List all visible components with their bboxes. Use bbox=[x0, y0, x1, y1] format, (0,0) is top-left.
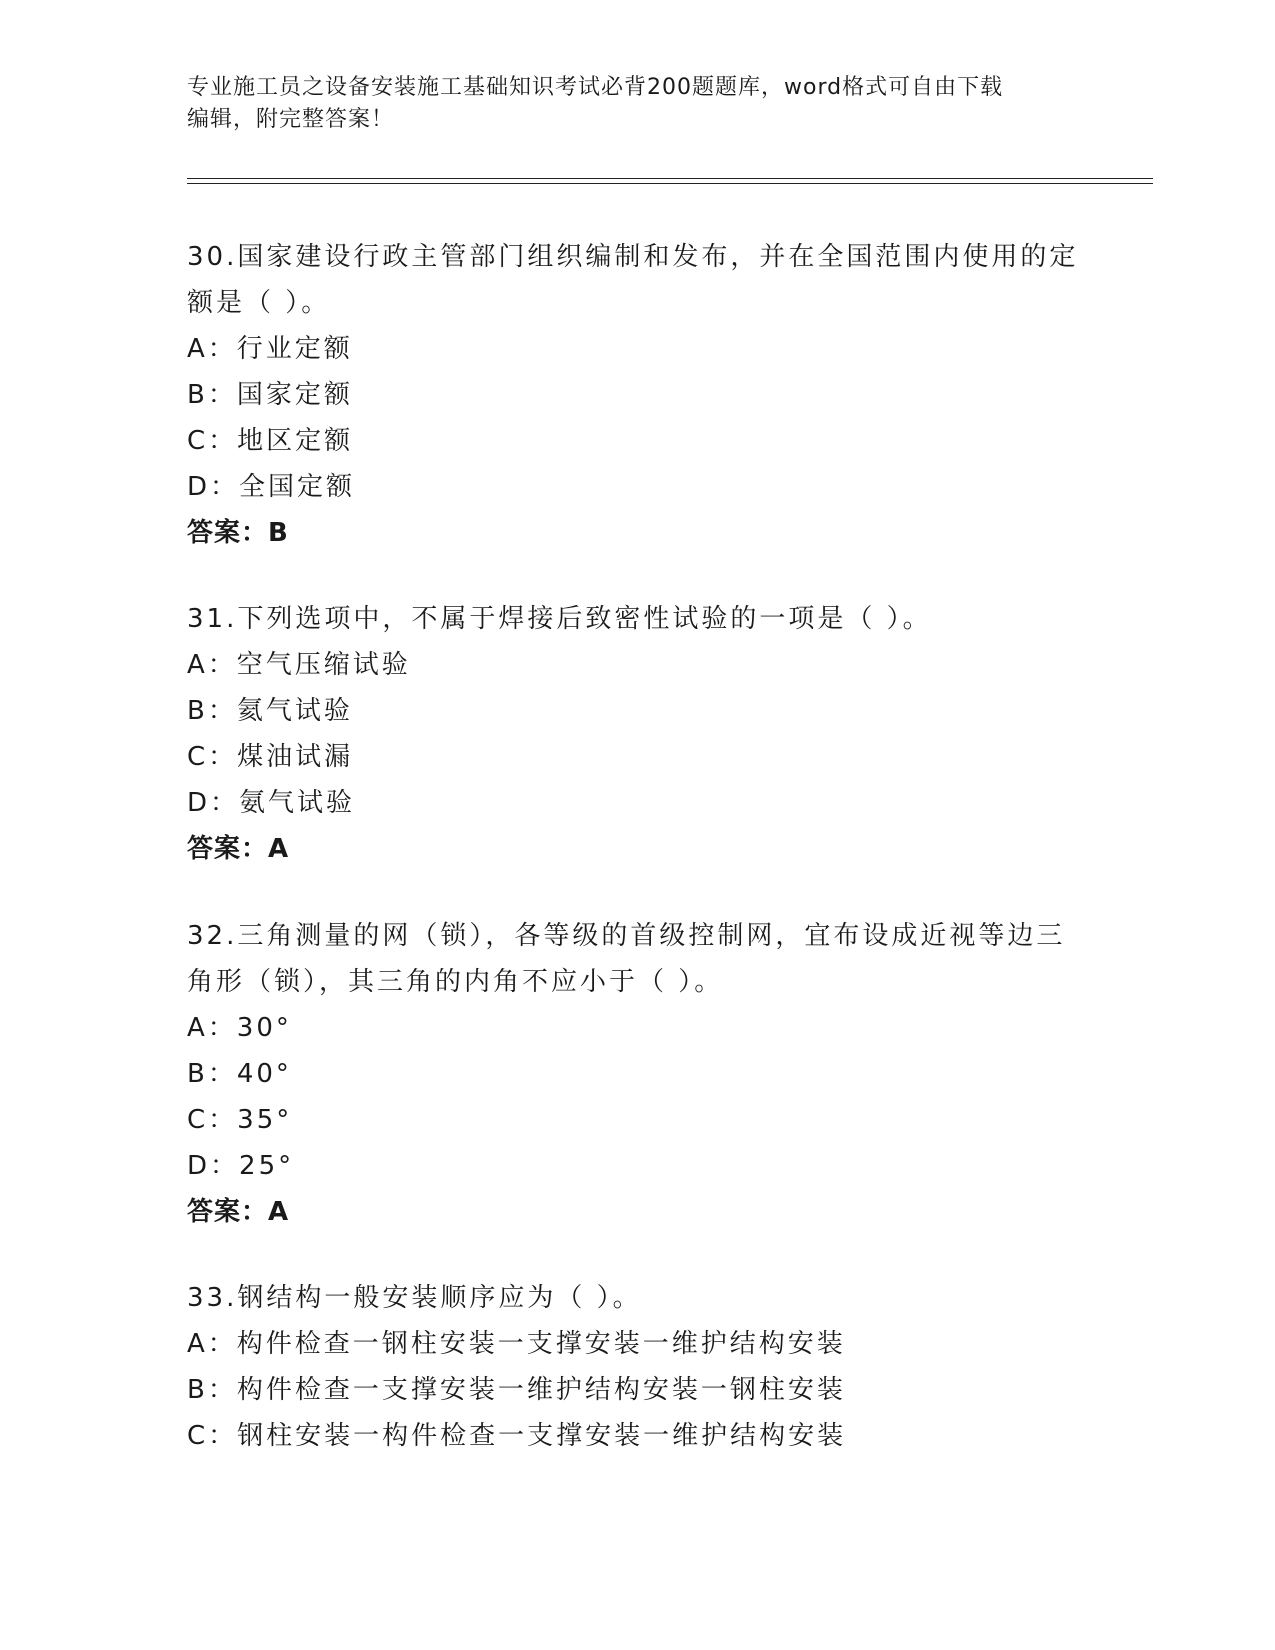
option-c: C：地区定额 bbox=[187, 426, 354, 456]
option-d: D：25° bbox=[187, 1151, 295, 1181]
option-d: D：氨气试验 bbox=[187, 788, 356, 818]
question-stem-line: 额是（ ）。 bbox=[187, 288, 331, 318]
option-b: B：氦气试验 bbox=[187, 696, 353, 726]
option-c: C：35° bbox=[187, 1105, 293, 1135]
option-c: C：煤油试漏 bbox=[187, 742, 354, 772]
option-b: B：国家定额 bbox=[187, 380, 353, 410]
header-line-2: 编辑，附完整答案！ bbox=[187, 107, 395, 132]
option-b: B：构件检查一支撑安装一维护结构安装一钢柱安装 bbox=[187, 1375, 846, 1405]
header-divider-top bbox=[187, 178, 1153, 179]
option-d: D：全国定额 bbox=[187, 472, 356, 502]
answer: 答案：A bbox=[187, 834, 290, 864]
option-a: A：空气压缩试验 bbox=[187, 650, 411, 680]
option-a: A：30° bbox=[187, 1013, 292, 1043]
option-a: A：构件检查一钢柱安装一支撑安装一维护结构安装 bbox=[187, 1329, 846, 1359]
header-divider-bottom bbox=[187, 183, 1153, 184]
question-stem-line: 32.三角测量的网（锁），各等级的首级控制网，宜布设成近视等边三 bbox=[187, 921, 1066, 951]
question-stem-line: 31.下列选项中，不属于焊接后致密性试验的一项是（ ）。 bbox=[187, 604, 932, 634]
question-32 bbox=[187, 913, 1087, 1235]
answer: 答案：A bbox=[187, 1197, 290, 1227]
question-31 bbox=[187, 596, 1087, 872]
answer: 答案：B bbox=[187, 518, 289, 548]
question-stem-line: 角形（锁），其三角的内角不应小于（ ）。 bbox=[187, 967, 724, 997]
question-stem-line: 30.国家建设行政主管部门组织编制和发布，并在全国范围内使用的定 bbox=[187, 242, 1079, 272]
question-30 bbox=[187, 234, 1087, 556]
option-b: B：40° bbox=[187, 1059, 292, 1089]
question-stem-line: 33.钢结构一般安装顺序应为（ ）。 bbox=[187, 1283, 642, 1313]
question-33 bbox=[187, 1275, 1087, 1459]
document-header bbox=[187, 72, 1067, 136]
header-line-1: 专业施工员之设备安装施工基础知识考试必背200题题库，word格式可自由下载 bbox=[187, 75, 1004, 100]
option-a: A：行业定额 bbox=[187, 334, 353, 364]
option-c: C：钢柱安装一构件检查一支撑安装一维护结构安装 bbox=[187, 1421, 847, 1451]
